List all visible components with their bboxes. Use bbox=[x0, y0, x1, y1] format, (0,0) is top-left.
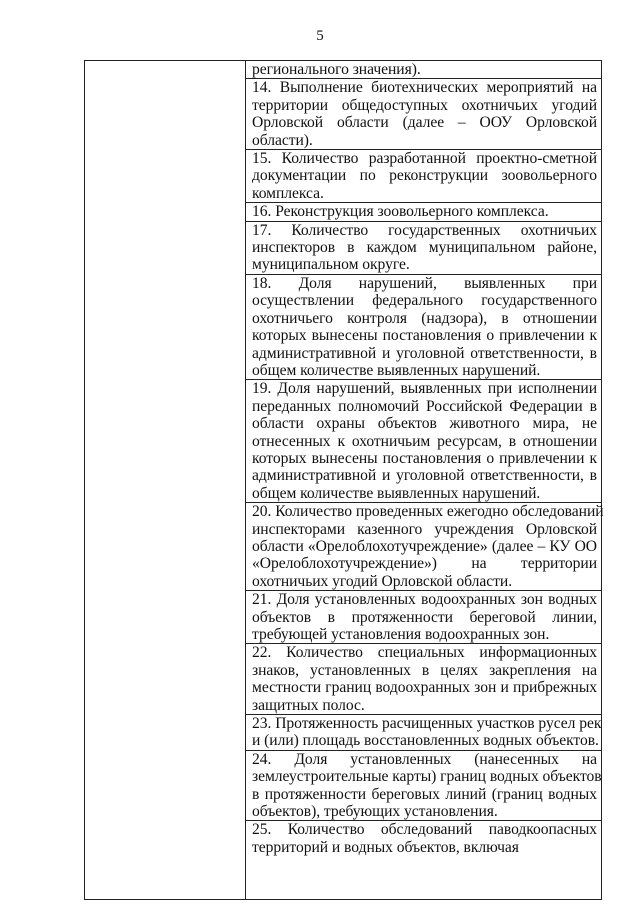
text-line: территории общедоступных охотничьих угодий bbox=[252, 96, 597, 114]
page-number: 5 bbox=[316, 28, 324, 44]
list-item bbox=[252, 715, 602, 750]
text-line: 20. Количество проведенных ежегодно обследований bbox=[252, 503, 604, 521]
list-item bbox=[252, 222, 597, 274]
text-line: 23. Протяженность расчищенных участков русел рек bbox=[252, 715, 602, 733]
text-line: «Орелоблохотучреждение») на территории bbox=[252, 555, 597, 573]
text-line: объектов), требующих установления. bbox=[252, 803, 498, 821]
text-line: местности границ водоохранных зон и прибрежных bbox=[252, 679, 597, 697]
list-item bbox=[252, 61, 597, 78]
text-line: 14. Выполнение биотехнических мероприятий на bbox=[252, 79, 597, 97]
left-column-cell bbox=[85, 61, 246, 900]
text-line: 15. Количество разработанной проектно-сметной bbox=[252, 150, 597, 168]
text-line: и (или) площадь восстановленных водных объектов. bbox=[252, 732, 599, 750]
text-line: отнесенных к охотничьим ресурсам, в отношении bbox=[252, 432, 597, 450]
text-line: 16. Реконструкция зоовольерного комплекса. bbox=[252, 203, 549, 221]
text-line: 21. Доля установленных водоохранных зон водных bbox=[252, 591, 597, 609]
text-line: которых вынесены постановления о привлечении к bbox=[252, 449, 597, 467]
text-line: области охраны объектов животного мира, не bbox=[252, 415, 597, 433]
text-line: в протяженности береговых линий (границ водных bbox=[252, 785, 597, 803]
list-item bbox=[252, 591, 597, 643]
text-line: объектов в протяженности береговой линии, bbox=[252, 608, 597, 626]
list-item bbox=[252, 380, 597, 502]
list-item bbox=[252, 203, 597, 220]
list-item bbox=[252, 821, 597, 856]
list-item bbox=[252, 503, 604, 590]
document-table bbox=[84, 60, 602, 900]
text-line: осуществлении федерального государственного bbox=[252, 292, 597, 310]
text-line: 22. Количество специальных информационных bbox=[252, 644, 597, 662]
text-line: которых вынесены постановления о привлечении к bbox=[252, 327, 597, 345]
text-line: территорий и водных объектов, включая bbox=[252, 838, 519, 856]
text-line: Орловской области (далее – ООУ Орловской bbox=[252, 114, 597, 132]
text-line: муниципальном округе. bbox=[252, 256, 410, 274]
list-item bbox=[252, 644, 597, 714]
right-column-cell bbox=[246, 61, 602, 900]
text-line: области). bbox=[252, 131, 313, 149]
text-line: административной и уголовной ответственности, в bbox=[252, 467, 597, 485]
text-line: регионального значения). bbox=[252, 61, 421, 78]
text-line: административной и уголовной ответственности, в bbox=[252, 344, 597, 362]
list-item bbox=[252, 79, 597, 149]
text-line: защитных полос. bbox=[252, 696, 365, 714]
list-item bbox=[252, 750, 602, 821]
text-line: переданных полномочий Российской Федерации в bbox=[252, 397, 597, 415]
text-line: документации по реконструкции зоовольерного bbox=[252, 167, 597, 185]
text-line: инспекторами казенного учреждения Орловской bbox=[252, 520, 597, 538]
text-line: 18. Доля нарушений, выявленных при bbox=[252, 274, 597, 292]
text-line: общем количестве выявленных нарушений. bbox=[252, 484, 541, 502]
text-line: 19. Доля нарушений, выявленных при исполнении bbox=[252, 380, 597, 398]
text-line: 25. Количество обследований паводкоопасных bbox=[252, 821, 597, 839]
text-line: общем количестве выявленных нарушений. bbox=[252, 361, 541, 379]
text-line: 24. Доля установленных (нанесенных на bbox=[252, 750, 597, 768]
list-item bbox=[252, 275, 597, 379]
text-line: землеустроительные карты) границ водных объектов bbox=[252, 768, 602, 786]
text-line: охотничьего контроля (надзора), в отношении bbox=[252, 309, 597, 327]
text-line: комплекса. bbox=[252, 184, 324, 202]
text-line: знаков, установленных в целях закрепления на bbox=[252, 661, 597, 679]
text-line: инспекторов в каждом муниципальном районе, bbox=[252, 239, 597, 257]
text-line: требующей установления водоохранных зон. bbox=[252, 626, 550, 643]
text-line: области «Орелоблохотучреждение» (далее – КУ ОО bbox=[252, 537, 597, 555]
text-line: 17. Количество государственных охотничьих bbox=[252, 221, 597, 239]
list-item bbox=[252, 150, 597, 202]
text-line: охотничьих угодий Орловской области. bbox=[252, 572, 513, 590]
item-list bbox=[252, 61, 604, 856]
